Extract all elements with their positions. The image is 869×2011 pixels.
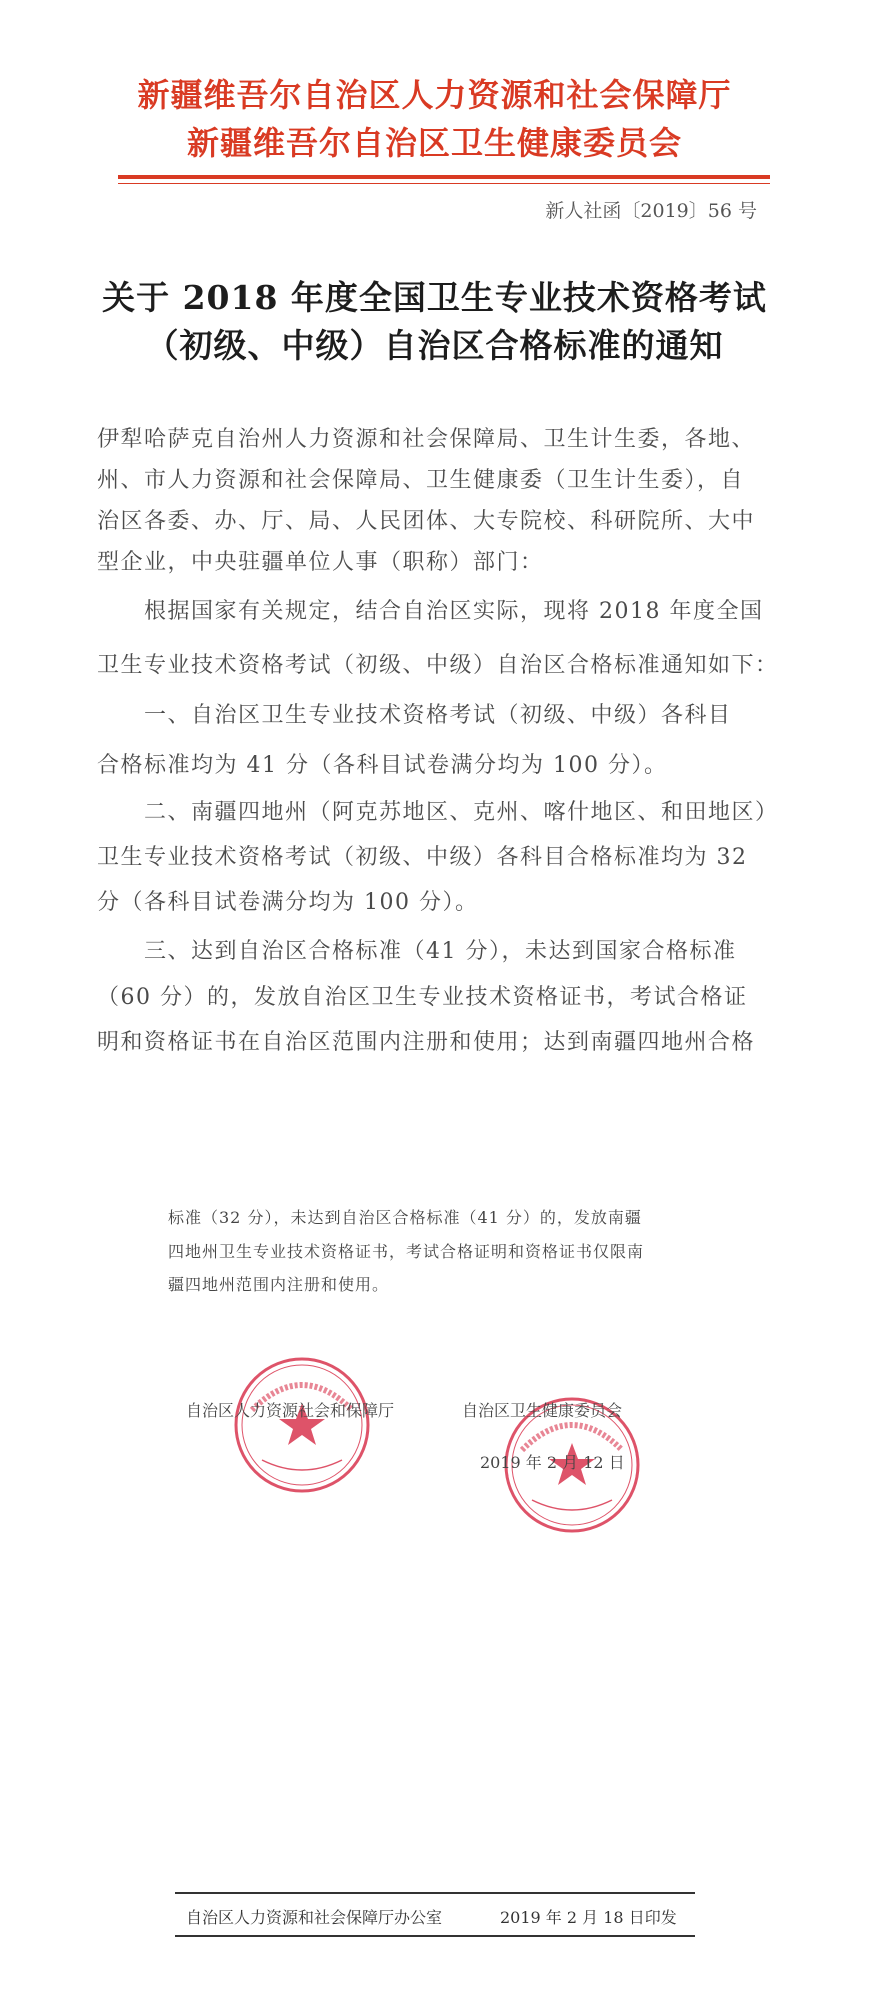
footer-rule-top — [175, 1892, 695, 1894]
body-line: 三、达到自治区合格标准（41 分），未达到国家合格标准 — [97, 939, 737, 964]
letterhead-org-2: 新疆维吾尔自治区卫生健康委员会 — [186, 124, 682, 162]
body-line: 明和资格证书在自治区范围内注册和使用；达到南疆四地州合格 — [97, 1030, 756, 1055]
continuation-line: 四地州卫生专业技术资格证书，考试合格证明和资格证书仅限南 — [168, 1242, 645, 1261]
body-line: 型企业，中央驻疆单位人事（职称）部门： — [97, 550, 544, 575]
body-line: 州、市人力资源和社会保障局、卫生健康委（卫生计生委），自 — [97, 468, 745, 493]
notice-title-line-1: 关于 2018 年度全国卫生专业技术资格考试 — [102, 278, 767, 317]
body-line: 合格标准均为 41 分（各科目试卷满分均为 100 分）。 — [97, 753, 668, 778]
body-line: 伊犁哈萨克自治州人力资源和社会保障局、卫生计生委，各地、 — [97, 427, 756, 452]
signature-date: 2019 年 2 月 12 日 — [480, 1453, 625, 1472]
body-line: 分（各科目试卷满分均为 100 分）。 — [97, 890, 479, 915]
signature-org-2: 自治区卫生健康委员会 — [462, 1401, 623, 1420]
body-line: 治区各委、办、厅、局、人民团体、大专院校、科研院所、大中 — [97, 509, 756, 534]
body-line: 根据国家有关规定，结合自治区实际，现将 2018 年度全国 — [97, 599, 764, 624]
letterhead-org-1: 新疆维吾尔自治区人力资源和社会保障厅 — [137, 76, 732, 114]
body-line: 卫生专业技术资格考试（初级、中级）自治区合格标准通知如下： — [97, 653, 779, 678]
official-seal-1 — [232, 1355, 372, 1495]
footer-office: 自治区人力资源和社会保障厅办公室 — [186, 1908, 443, 1927]
letterhead-rule-thick — [118, 175, 770, 179]
body-line: （60 分）的，发放自治区卫生专业技术资格证书，考试合格证 — [97, 985, 748, 1010]
footer-rule-bottom — [175, 1935, 695, 1937]
body-line: 卫生专业技术资格考试（初级、中级）各科目合格标准均为 32 — [97, 845, 748, 870]
continuation-line: 标准（32 分），未达到自治区合格标准（41 分）的，发放南疆 — [168, 1208, 642, 1227]
document-number: 新人社函〔2019〕56 号 — [545, 200, 757, 222]
letterhead-rule-thin — [118, 183, 770, 184]
signature-org-1: 自治区人力资源社会和保障厅 — [186, 1401, 395, 1420]
body-line: 二、南疆四地州（阿克苏地区、克州、喀什地区、和田地区） — [97, 800, 779, 825]
continuation-line: 疆四地州范围内注册和使用。 — [168, 1275, 390, 1294]
footer-print-date: 2019 年 2 月 18 日印发 — [500, 1908, 677, 1927]
notice-title-line-2: （初级、中级）自治区合格标准的通知 — [145, 326, 724, 365]
body-line: 一、自治区卫生专业技术资格考试（初级、中级）各科目 — [97, 703, 732, 728]
